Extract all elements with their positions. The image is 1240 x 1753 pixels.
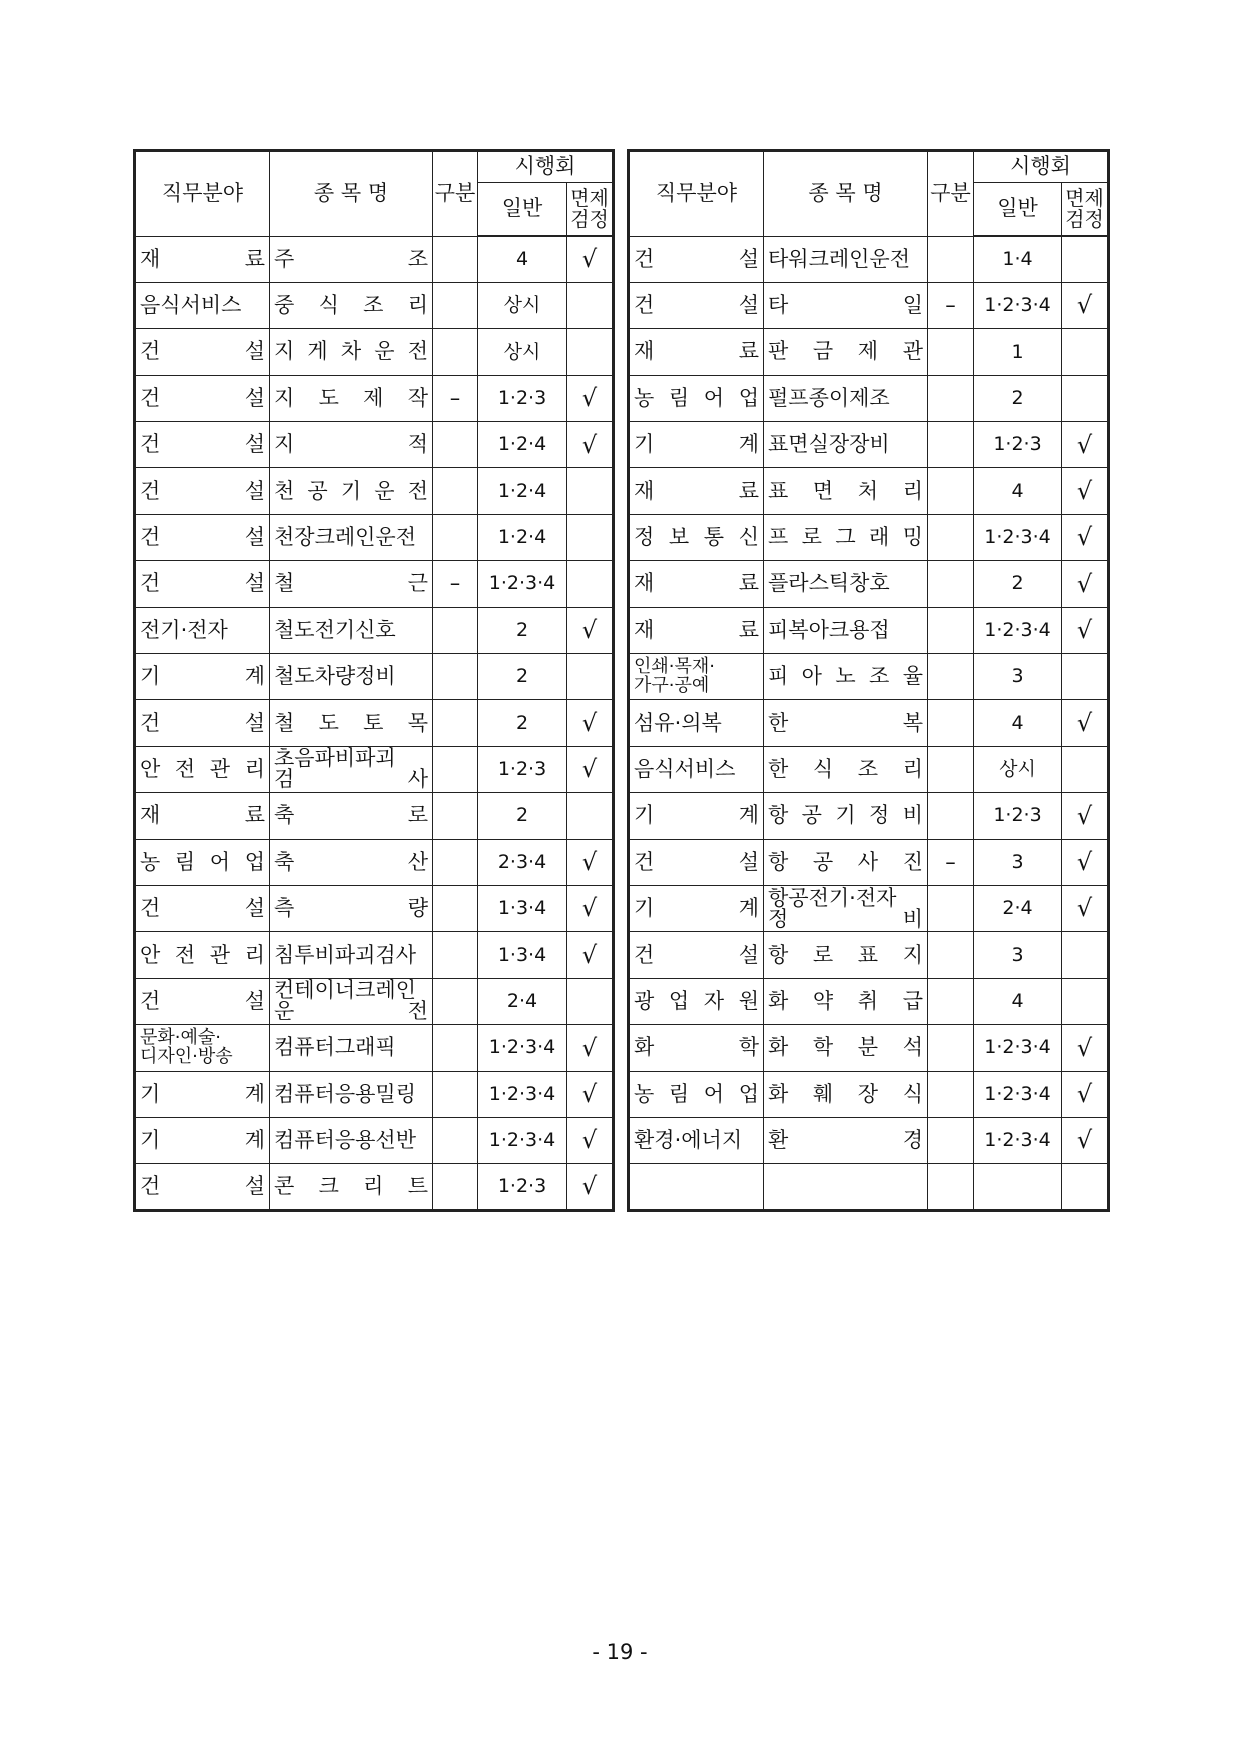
exempt-cell: √: [567, 236, 614, 282]
general-round-cell: 1·2·3: [974, 793, 1062, 839]
field-cell: 건 설: [629, 839, 764, 885]
table-row: [135, 236, 614, 282]
general-round-cell: 1·2·4: [478, 468, 567, 514]
field-cell: [629, 1164, 764, 1210]
table-row: [135, 1117, 614, 1163]
general-round-cell: 1·2·4: [478, 422, 567, 468]
table-row: [135, 422, 614, 468]
header-field: 직무분야: [629, 151, 764, 237]
table-row: [629, 282, 1109, 328]
exempt-cell: √: [567, 700, 614, 746]
field-cell: 재 료: [135, 793, 270, 839]
exempt-cell: √: [1062, 700, 1109, 746]
name-cell: 화 학 분 석: [764, 1025, 928, 1071]
division-cell: [928, 932, 974, 978]
header-exempt: 면제 검정: [567, 183, 614, 237]
division-cell: [928, 468, 974, 514]
exempt-cell: √: [1062, 1071, 1109, 1117]
exempt-cell: √: [1062, 468, 1109, 514]
table-row: [135, 329, 614, 375]
division-cell: [433, 654, 478, 700]
name-cell: 주 조: [270, 236, 433, 282]
table-row: [629, 607, 1109, 653]
exempt-cell: √: [1062, 839, 1109, 885]
exempt-cell: [1062, 329, 1109, 375]
table-row: [135, 514, 614, 560]
exempt-cell: [567, 654, 614, 700]
exempt-cell: √: [1062, 514, 1109, 560]
division-cell: [433, 422, 478, 468]
general-round-cell: 상시: [974, 746, 1062, 792]
division-cell: [928, 1025, 974, 1071]
exempt-cell: √: [567, 607, 614, 653]
general-round-cell: 1·2·3·4: [478, 561, 567, 607]
general-round-cell: 1·2·3·4: [478, 1071, 567, 1117]
name-cell: 항 로 표 지: [764, 932, 928, 978]
table-row: [629, 375, 1109, 421]
exempt-cell: √: [1062, 282, 1109, 328]
division-cell: [928, 236, 974, 282]
page-number: - 19 -: [592, 1640, 648, 1664]
exempt-cell: √: [1062, 1117, 1109, 1163]
field-cell: 건 설: [629, 932, 764, 978]
field-cell: 기 계: [135, 1071, 270, 1117]
header-field: 직무분야: [135, 151, 270, 237]
exempt-cell: [1062, 654, 1109, 700]
field-cell: 건 설: [135, 375, 270, 421]
general-round-cell: 1·2·3·4: [974, 1025, 1062, 1071]
general-round-cell: 4: [974, 468, 1062, 514]
table-row: [629, 1025, 1109, 1071]
general-round-cell: [974, 1164, 1062, 1210]
general-round-cell: 1·2·3·4: [974, 1117, 1062, 1163]
name-cell: 피복아크용접: [764, 607, 928, 653]
exempt-cell: [567, 978, 614, 1024]
header-name: 종 목 명: [270, 151, 433, 237]
table-row: [629, 932, 1109, 978]
table-row: [629, 978, 1109, 1024]
exempt-cell: [1062, 932, 1109, 978]
name-cell: 플라스틱창호: [764, 561, 928, 607]
division-cell: [928, 654, 974, 700]
division-cell: [928, 700, 974, 746]
exempt-cell: √: [1062, 607, 1109, 653]
exempt-cell: √: [567, 839, 614, 885]
table-row: [135, 1025, 614, 1071]
general-round-cell: 1·2·3·4: [974, 1071, 1062, 1117]
division-cell: [928, 1071, 974, 1117]
division-cell: [433, 746, 478, 792]
field-cell: 기 계: [629, 793, 764, 839]
name-cell: 철도전기신호: [270, 607, 433, 653]
table-row: [629, 422, 1109, 468]
name-cell: 측 량: [270, 885, 433, 931]
division-cell: [928, 329, 974, 375]
division-cell: [433, 885, 478, 931]
division-cell: [433, 468, 478, 514]
division-cell: [433, 1025, 478, 1071]
name-cell: 화 훼 장 식: [764, 1071, 928, 1117]
name-cell: 항공전기·전자 정 비: [764, 885, 928, 931]
field-cell: 재 료: [629, 329, 764, 375]
table-row: [135, 793, 614, 839]
field-cell: 건 설: [135, 700, 270, 746]
general-round-cell: 2: [478, 700, 567, 746]
table-row: [629, 561, 1109, 607]
field-cell: 건 설: [135, 468, 270, 514]
exempt-cell: [1062, 746, 1109, 792]
general-round-cell: 2: [478, 654, 567, 700]
name-cell: 한 식 조 리: [764, 746, 928, 792]
field-cell: 음식서비스: [629, 746, 764, 792]
field-cell: 건 설: [135, 561, 270, 607]
name-cell: 컴퓨터응용선반: [270, 1117, 433, 1163]
name-cell: 한 복: [764, 700, 928, 746]
division-cell: [928, 422, 974, 468]
exempt-cell: √: [567, 1164, 614, 1210]
exempt-cell: √: [567, 746, 614, 792]
general-round-cell: 2·4: [478, 978, 567, 1024]
division-cell: [433, 978, 478, 1024]
name-cell: 컴퓨터응용밀링: [270, 1071, 433, 1117]
field-cell: 재 료: [629, 561, 764, 607]
exempt-cell: [567, 329, 614, 375]
exempt-cell: √: [1062, 885, 1109, 931]
general-round-cell: 1·2·3·4: [478, 1025, 567, 1071]
name-cell: 프 로 그 래 밍: [764, 514, 928, 560]
header-exam-round: 시행회: [974, 151, 1109, 183]
division-cell: –: [433, 375, 478, 421]
exempt-cell: [567, 282, 614, 328]
header-division: 구분: [928, 151, 974, 237]
general-round-cell: 1·2·3: [478, 1164, 567, 1210]
exempt-cell: √: [1062, 561, 1109, 607]
general-round-cell: 2·4: [974, 885, 1062, 931]
name-cell: [764, 1164, 928, 1210]
field-cell: 농 림 어 업: [629, 375, 764, 421]
general-round-cell: 1·2·3·4: [974, 514, 1062, 560]
table-row: [629, 700, 1109, 746]
name-cell: 지 게 차 운 전: [270, 329, 433, 375]
exempt-cell: [1062, 375, 1109, 421]
name-cell: 초음파비파괴 검 사: [270, 746, 433, 792]
field-cell: 재 료: [629, 468, 764, 514]
exempt-cell: √: [567, 1071, 614, 1117]
name-cell: 표 면 처 리: [764, 468, 928, 514]
field-cell: 섬유·의복: [629, 700, 764, 746]
exempt-cell: [567, 468, 614, 514]
field-cell: 화 학: [629, 1025, 764, 1071]
table-row: [629, 654, 1109, 700]
header-general: 일반: [478, 183, 567, 237]
general-round-cell: 1·2·3·4: [974, 282, 1062, 328]
field-cell: 안 전 관 리: [135, 932, 270, 978]
name-cell: 중 식 조 리: [270, 282, 433, 328]
field-cell: 기 계: [135, 1117, 270, 1163]
table-row: [135, 700, 614, 746]
name-cell: 컨테이너크레인 운 전: [270, 978, 433, 1024]
general-round-cell: 1·3·4: [478, 885, 567, 931]
exempt-cell: [567, 514, 614, 560]
division-cell: [433, 607, 478, 653]
header-name: 종 목 명: [764, 151, 928, 237]
table-row: [629, 793, 1109, 839]
division-cell: [433, 1071, 478, 1117]
field-cell: 기 계: [629, 422, 764, 468]
table-row: [135, 746, 614, 792]
field-cell: 건 설: [135, 329, 270, 375]
division-cell: [433, 236, 478, 282]
name-cell: 화 약 취 급: [764, 978, 928, 1024]
general-round-cell: 1: [974, 329, 1062, 375]
division-cell: –: [928, 282, 974, 328]
field-cell: 환경·에너지: [629, 1117, 764, 1163]
field-cell: 전기·전자: [135, 607, 270, 653]
division-cell: [928, 1117, 974, 1163]
general-round-cell: 1·3·4: [478, 932, 567, 978]
table-row: [135, 978, 614, 1024]
exempt-cell: √: [567, 885, 614, 931]
table-row: [135, 561, 614, 607]
name-cell: 타워크레인운전: [764, 236, 928, 282]
name-cell: 피 아 노 조 율: [764, 654, 928, 700]
field-cell: 기 계: [629, 885, 764, 931]
exempt-cell: √: [1062, 1025, 1109, 1071]
general-round-cell: 1·2·3·4: [974, 607, 1062, 653]
table-row: [629, 514, 1109, 560]
table-row: [135, 1164, 614, 1210]
name-cell: 천장크레인운전: [270, 514, 433, 560]
table-row: [629, 839, 1109, 885]
general-round-cell: 3: [974, 654, 1062, 700]
division-cell: [928, 1164, 974, 1210]
field-cell: 건 설: [135, 514, 270, 560]
field-cell: 건 설: [135, 978, 270, 1024]
name-cell: 철도차량정비: [270, 654, 433, 700]
table-row: [629, 236, 1109, 282]
field-cell: 농 림 어 업: [135, 839, 270, 885]
division-cell: [928, 514, 974, 560]
header-exam-round: 시행회: [478, 151, 614, 183]
name-cell: 항 공 사 진: [764, 839, 928, 885]
division-cell: [433, 329, 478, 375]
division-cell: [433, 282, 478, 328]
qualification-table-right: [627, 149, 1110, 1212]
table-row: [135, 839, 614, 885]
division-cell: [928, 607, 974, 653]
division-cell: [433, 932, 478, 978]
exempt-cell: √: [1062, 422, 1109, 468]
field-cell: 기 계: [135, 654, 270, 700]
exempt-cell: [567, 561, 614, 607]
field-cell: 건 설: [135, 422, 270, 468]
name-cell: 표면실장장비: [764, 422, 928, 468]
table-body-left: [135, 236, 614, 1210]
exempt-cell: √: [567, 1025, 614, 1071]
field-cell: 건 설: [135, 885, 270, 931]
table-row: [135, 932, 614, 978]
name-cell: 축 로: [270, 793, 433, 839]
exempt-cell: [567, 793, 614, 839]
field-cell: 안 전 관 리: [135, 746, 270, 792]
name-cell: 축 산: [270, 839, 433, 885]
general-round-cell: 상시: [478, 329, 567, 375]
header-general: 일반: [974, 183, 1062, 237]
name-cell: 지 적: [270, 422, 433, 468]
general-round-cell: 1·4: [974, 236, 1062, 282]
division-cell: [928, 793, 974, 839]
table-body-right: [629, 236, 1109, 1210]
table-row: [135, 375, 614, 421]
general-round-cell: 2: [478, 793, 567, 839]
table-row: [135, 885, 614, 931]
table-row: [135, 468, 614, 514]
general-round-cell: 2·3·4: [478, 839, 567, 885]
division-cell: [433, 793, 478, 839]
name-cell: 펄프종이제조: [764, 375, 928, 421]
field-cell: 문화·예술· 디자인·방송: [135, 1025, 270, 1071]
exempt-cell: [1062, 1164, 1109, 1210]
field-cell: 재 료: [135, 236, 270, 282]
general-round-cell: 상시: [478, 282, 567, 328]
general-round-cell: 4: [974, 978, 1062, 1024]
field-cell: 음식서비스: [135, 282, 270, 328]
header-exempt: 면제 검정: [1062, 183, 1109, 237]
name-cell: 콘 크 리 트: [270, 1164, 433, 1210]
exempt-cell: √: [567, 422, 614, 468]
exempt-cell: [1062, 236, 1109, 282]
table-row: [629, 468, 1109, 514]
field-cell: 인쇄·목재· 가구·공예: [629, 654, 764, 700]
exempt-cell: [1062, 978, 1109, 1024]
table-row: [629, 1071, 1109, 1117]
division-cell: [433, 700, 478, 746]
field-cell: 정 보 통 신: [629, 514, 764, 560]
division-cell: [433, 839, 478, 885]
table-row: [135, 654, 614, 700]
name-cell: 타 일: [764, 282, 928, 328]
division-cell: [928, 561, 974, 607]
division-cell: –: [433, 561, 478, 607]
table-row: [629, 329, 1109, 375]
general-round-cell: 3: [974, 932, 1062, 978]
exempt-cell: √: [567, 375, 614, 421]
division-cell: [928, 978, 974, 1024]
table-row: [135, 282, 614, 328]
name-cell: 판 금 제 관: [764, 329, 928, 375]
table-row: [629, 885, 1109, 931]
general-round-cell: 4: [974, 700, 1062, 746]
field-cell: 재 료: [629, 607, 764, 653]
field-cell: 광 업 자 원: [629, 978, 764, 1024]
name-cell: 침투비파괴검사: [270, 932, 433, 978]
exempt-cell: √: [567, 932, 614, 978]
division-cell: [928, 375, 974, 421]
general-round-cell: 1·2·3: [478, 746, 567, 792]
table-row: [135, 607, 614, 653]
table-row: [629, 1117, 1109, 1163]
name-cell: 철 근: [270, 561, 433, 607]
field-cell: 건 설: [135, 1164, 270, 1210]
general-round-cell: 1·2·3: [478, 375, 567, 421]
division-cell: [433, 514, 478, 560]
division-cell: [928, 885, 974, 931]
qualification-table-left: [133, 149, 615, 1212]
field-cell: 건 설: [629, 282, 764, 328]
division-cell: –: [928, 839, 974, 885]
table-row: [629, 1164, 1109, 1210]
name-cell: 천 공 기 운 전: [270, 468, 433, 514]
general-round-cell: 2: [974, 375, 1062, 421]
general-round-cell: 3: [974, 839, 1062, 885]
division-cell: [928, 746, 974, 792]
name-cell: 환 경: [764, 1117, 928, 1163]
table-row: [629, 746, 1109, 792]
field-cell: 건 설: [629, 236, 764, 282]
exempt-cell: √: [1062, 793, 1109, 839]
name-cell: 컴퓨터그래픽: [270, 1025, 433, 1071]
general-round-cell: 1·2·3·4: [478, 1117, 567, 1163]
division-cell: [433, 1117, 478, 1163]
general-round-cell: 2: [478, 607, 567, 653]
table-row: [135, 1071, 614, 1117]
general-round-cell: 2: [974, 561, 1062, 607]
general-round-cell: 1·2·4: [478, 514, 567, 560]
header-division: 구분: [433, 151, 478, 237]
name-cell: 철 도 토 목: [270, 700, 433, 746]
name-cell: 지 도 제 작: [270, 375, 433, 421]
general-round-cell: 4: [478, 236, 567, 282]
name-cell: 항 공 기 정 비: [764, 793, 928, 839]
general-round-cell: 1·2·3: [974, 422, 1062, 468]
field-cell: 농 림 어 업: [629, 1071, 764, 1117]
exempt-cell: √: [567, 1117, 614, 1163]
division-cell: [433, 1164, 478, 1210]
